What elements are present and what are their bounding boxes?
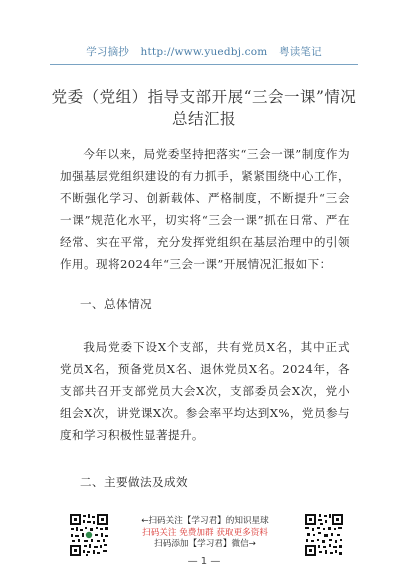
document-title-line1: 党委（党组）指导支部开展“三会一课”情况 bbox=[51, 88, 357, 106]
header-left-text: 学习摘抄 bbox=[86, 46, 129, 58]
page-header bbox=[0, 44, 408, 59]
footer-line-3: 扫码添加【学习君】微信→ bbox=[154, 539, 256, 549]
header-divider bbox=[50, 64, 358, 65]
document-title-line2: 总结汇报 bbox=[171, 110, 236, 128]
section2-heading: 二、主要做法及成效 bbox=[80, 475, 188, 489]
qr-code-right-icon[interactable] bbox=[304, 513, 344, 557]
section1-paragraph: 我局党委下设X个支部，共有党员X名，其中正式党员X名，预备党员X名、退休党员X名。2024年，各支部共召开支部党员大会X次，支部委员会X次，党小组会X次，讲党课X次。参会率平均达到X%，党员参与度和学习积极性显著提升。 bbox=[60, 340, 350, 442]
footer-line-2: 扫码关注 免费加群 获取更多资料 bbox=[142, 527, 268, 538]
header-right-text: 粤读笔记 bbox=[279, 46, 322, 58]
page-number: — 1 — bbox=[187, 556, 221, 567]
intro-paragraph: 今年以来，局党委坚持把落实“三会一课”制度作为加强基层党组织建设的有力抓手，紧紧围绕中心工作，不断强化学习、创新载体、严格制度，不断提升“三会一课”规范化水平，切实将“三会一课”抓在日常、严在经常、实在平常，充分发挥党组织在基层治理中的引领作用。现将2024年“三会一课”开展情况汇报如下： bbox=[60, 147, 350, 271]
page-footer bbox=[0, 511, 408, 580]
section1-heading: 一、总体情况 bbox=[80, 297, 152, 311]
qr-code-left-icon[interactable] bbox=[69, 513, 109, 557]
header-url-link[interactable]: http://www.yuedbj.com bbox=[140, 46, 268, 58]
footer-line-1: ←扫码关注【学习君】的知识星球 bbox=[141, 516, 269, 526]
footer-promo-text bbox=[112, 516, 298, 551]
